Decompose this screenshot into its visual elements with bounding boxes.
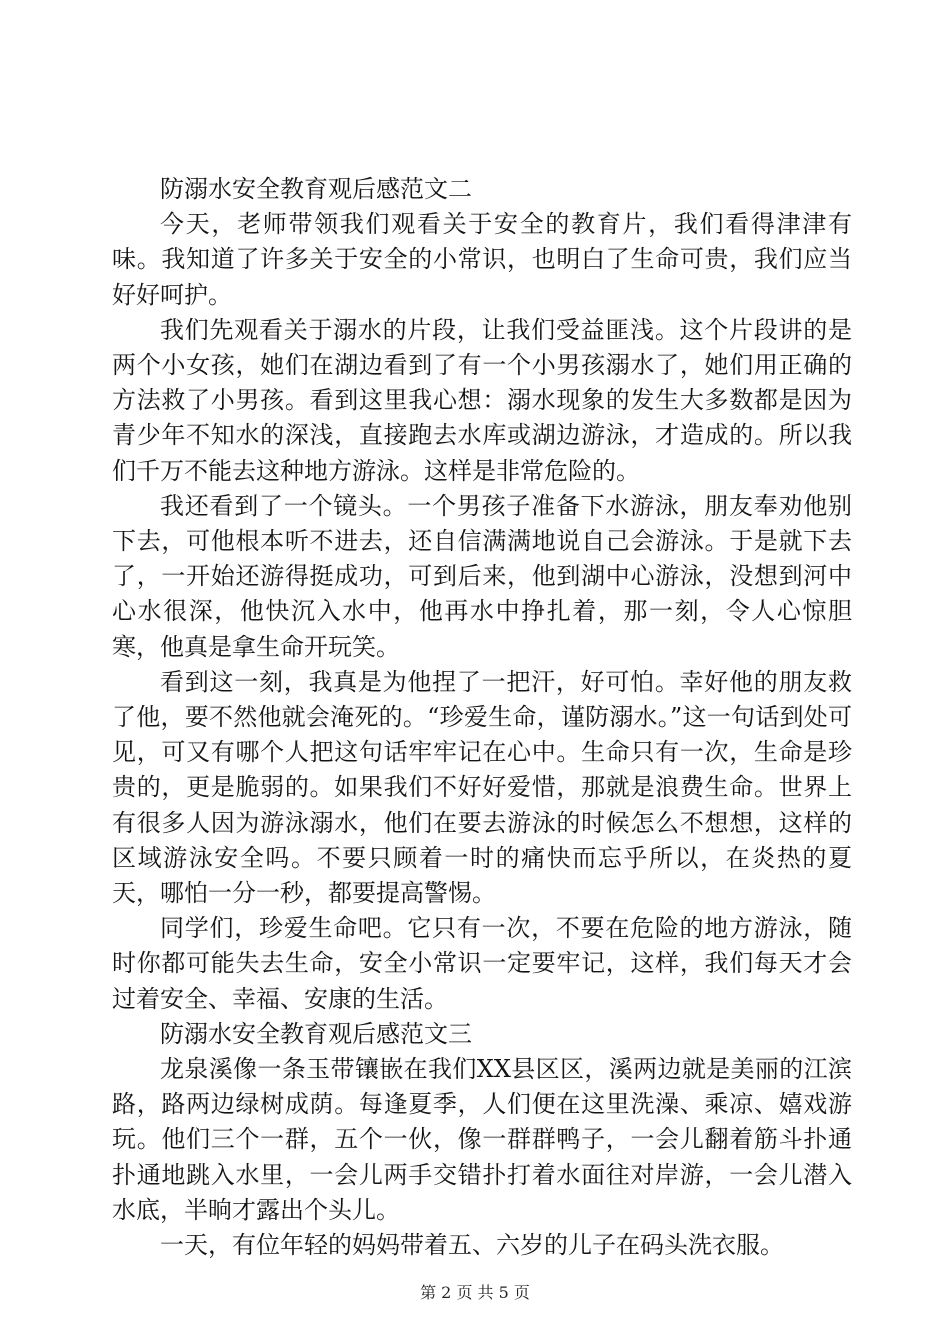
section-heading-2: 防溺水安全教育观后感范文二 xyxy=(160,175,472,203)
section-heading-3: 防溺水安全教育观后感范文三 xyxy=(160,1019,472,1048)
paragraph: 我还看到了一个镜头。一个男孩子准备下水游泳，朋友奉劝他别下去，可他根本听不进去，还自信满满地说自己会游泳。于是就下去了，一开始还游得挺成功，可到后来，他到湖中心游泳，没想到河中心水很深，他快沉入水中，他再水中挣扎着，那一刻，令人心惊胆寒，他真是拿生命开玩笑。 xyxy=(112,491,852,661)
document-body xyxy=(112,172,852,1263)
paragraph: 一天，有位年轻的妈妈带着五、六岁的儿子在码头洗衣服。 xyxy=(160,1231,784,1260)
paragraph: 看到这一刻，我真是为他捏了一把汗，好可怕。幸好他的朋友救了他，要不然他就会淹死的。“珍爱生命，谨防溺水。”这一句话到处可见，可又有哪个人把这句话牢牢记在心中。生命只有一次，生命是珍贵的，更是脆弱的。如果我们不好好爱惜，那就是浪费生命。世界上有很多人因为游泳溺水，他们在要去游泳的时候怎么不想想，这样的区域游泳安全吗。不要只顾着一时的痛快而忘乎所以，在炎热的夏天，哪怕一分一秒，都要提高警惕。 xyxy=(112,667,852,908)
page-number-footer: 第 2 页 共 5 页 xyxy=(420,1283,530,1302)
paragraph: 龙泉溪像一条玉带镶嵌在我们XX县区区，溪两边就是美丽的江滨路，路两边绿树成荫。每逢夏季，人们便在这里洗澡、乘凉、嬉戏游玩。他们三个一群，五个一伙，像一群群鸭子，一会儿翻着筋斗扑通扑通地跳入水里，一会儿两手交错扑打着水面往对岸游，一会儿潜入水底，半晌才露出个头儿。 xyxy=(112,1055,852,1224)
paragraph: 今天，老师带领我们观看关于安全的教育片，我们看得津津有味。我知道了许多关于安全的小常识，也明白了生命可贵，我们应当好好呵护。 xyxy=(112,210,852,309)
paragraph: 我们先观看关于溺水的片段，让我们受益匪浅。这个片段讲的是两个小女孩，她们在湖边看到了有一个小男孩溺水了，她们用正确的方法救了小男孩。看到这里我心想：溺水现象的发生大多数都是因为青少年不知水的深浅，直接跑去水库或湖边游泳，才造成的。所以我们千万不能去这种地方游泳。这样是非常危险的。 xyxy=(112,315,852,485)
paragraph: 同学们，珍爱生命吧。它只有一次，不要在危险的地方游泳，随时你都可能失去生命，安全小常识一定要牢记，这样，我们每天才会过着安全、幸福、安康的生活。 xyxy=(112,914,852,1013)
